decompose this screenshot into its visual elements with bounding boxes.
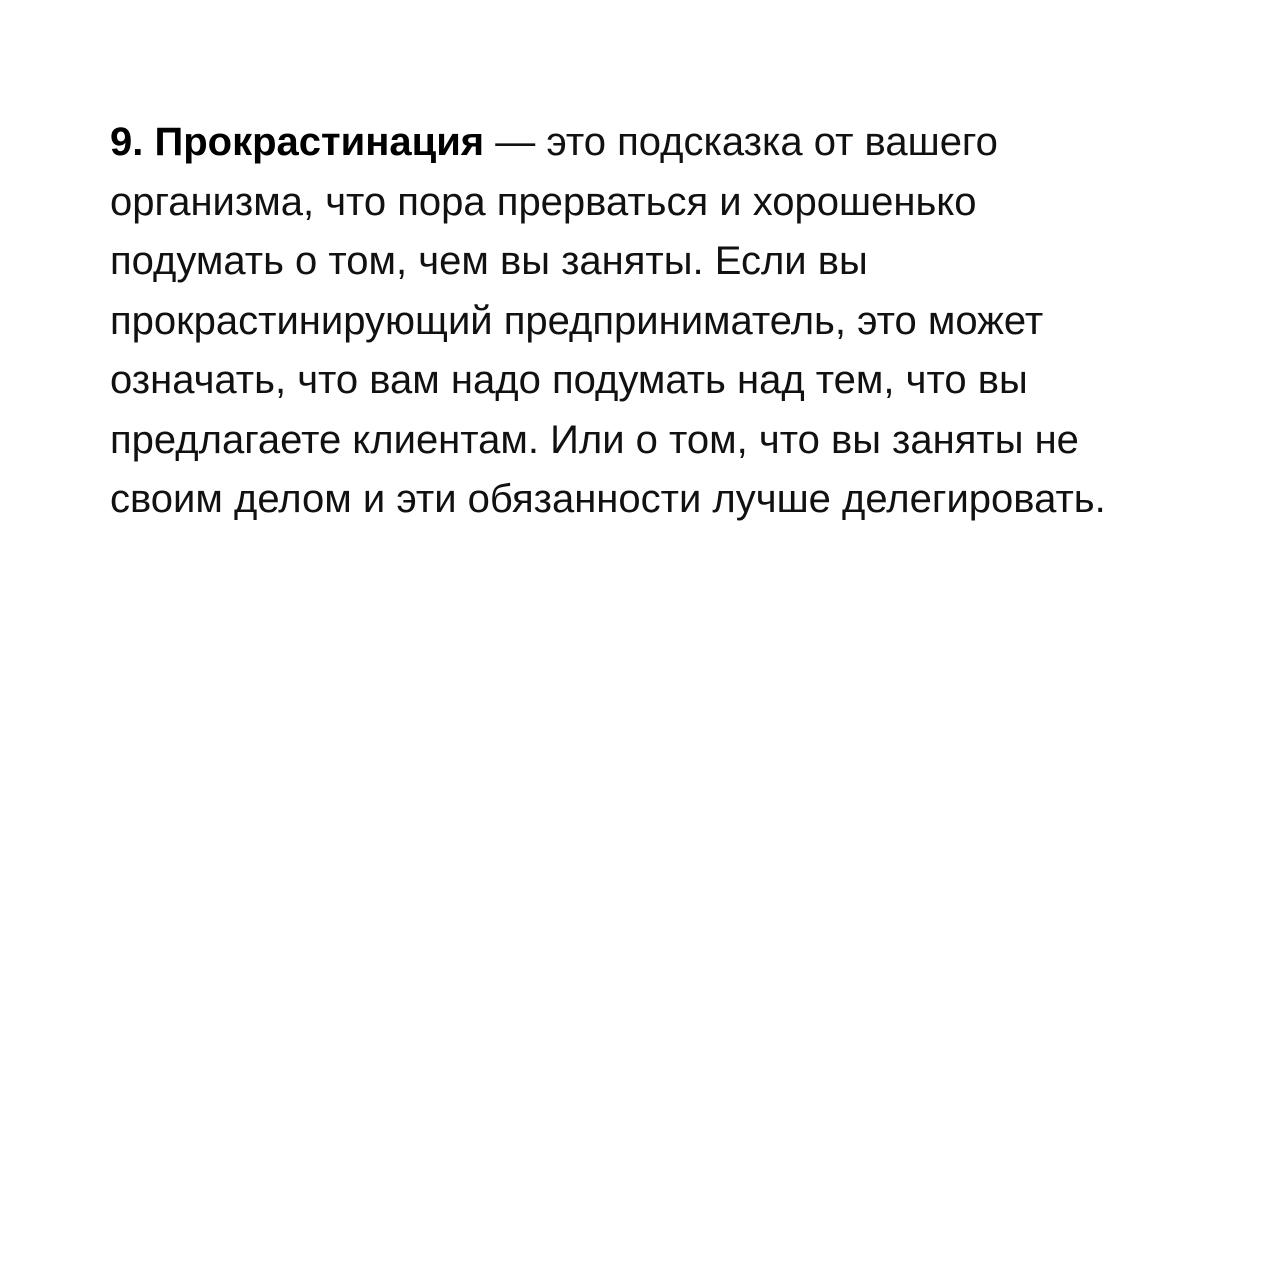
paragraph-line-5: означать, что вам надо подумать над тем, что вы: [110, 358, 1028, 402]
paragraph-line-text: — это подсказка от вашего: [484, 120, 998, 164]
paragraph-line-4: прокрастинирующий предприниматель, это может: [110, 298, 1044, 343]
paragraph-line-6: предлагаете клиентам. Или о том, что вы заняты не: [110, 417, 1079, 462]
paragraph-line-2: организма, что пора прерваться и хорошенько: [110, 179, 977, 224]
paragraph-line-7: своим делом и эти обязанности лучше делегировать.: [110, 477, 1106, 521]
item-heading: 9. Прокрастинация: [110, 120, 485, 164]
paragraph-line-3: подумать о том, чем вы заняты. Если вы: [110, 239, 868, 283]
procrastination-paragraph: [110, 113, 1210, 530]
paragraph-line-1: [110, 113, 1210, 173]
